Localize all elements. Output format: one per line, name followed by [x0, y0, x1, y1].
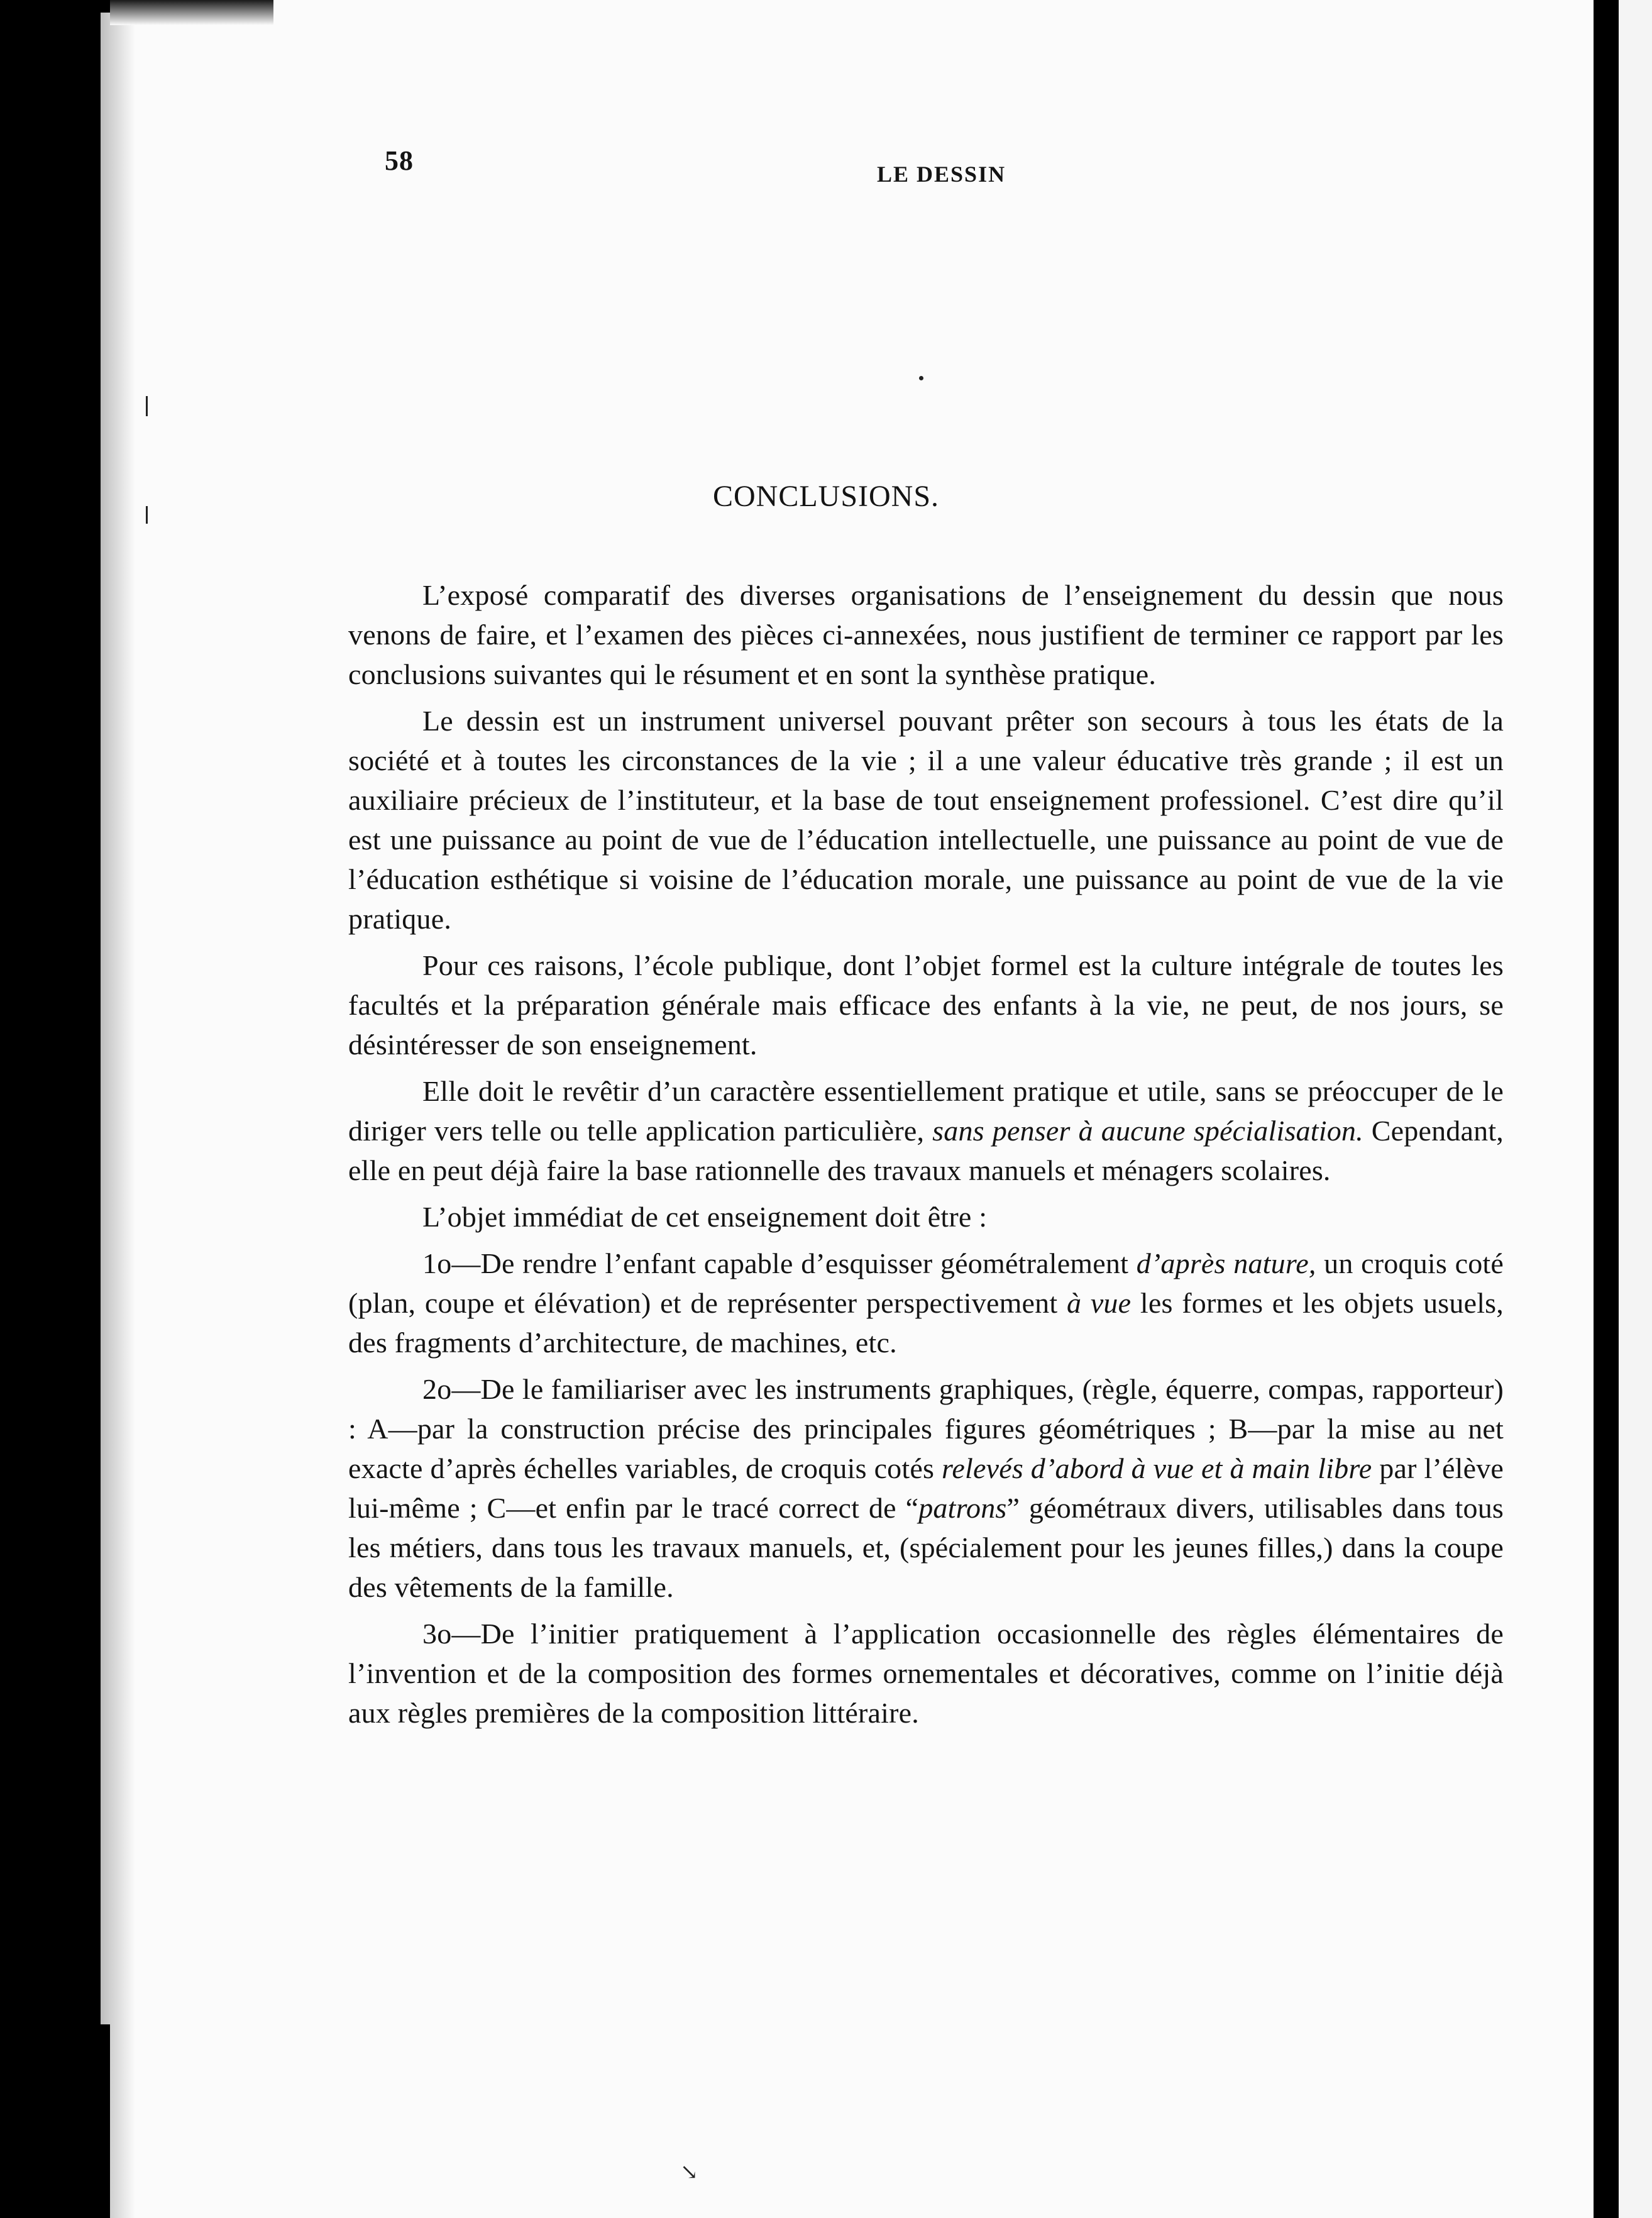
text-run: 2o—De le familiariser avec les instruments graphiques, (règle, équerre, compas, rapporteur) : A—par la construction précise des principales figures géométriques ; B—par la mise au net exacte d’après échelles variables, de croquis cotés [348, 1373, 1504, 1484]
body-text [348, 575, 1504, 1740]
italic-run: relevés d’abord à vue et à main libre [941, 1452, 1372, 1484]
italic-run: sans penser à aucune spécialisation. [932, 1115, 1363, 1147]
text-run: 1o—De rendre l’enfant capable d’esquisser géométralement [422, 1247, 1129, 1279]
italic-run: d’après nature, [1136, 1247, 1316, 1279]
paragraph: L’objet immédiat de cet enseignement doit être : [422, 1201, 988, 1233]
italic-run: patrons [918, 1492, 1007, 1524]
text-run: un croquis coté (plan, coupe et élévation) et de représenter perspectivement [348, 1247, 1504, 1319]
paragraph: Pour ces raisons, l’école publique, dont l’objet formel est la culture intégrale de toutes les facultés et la préparation générale mais efficace des enfants à la vie, ne peut, de nos jours, se désintéresser de son enseignement. [348, 949, 1504, 1061]
scan-background-left [0, 0, 101, 2218]
next-page-edge [1619, 0, 1652, 2218]
ink-dot [919, 376, 923, 380]
margin-mark [146, 396, 148, 416]
paragraph: 3o—De l’initier pratiquement à l’application occasionnelle des règles élémentaires de l’invention et de la composition des formes ornementales et décoratives, comme on l’initie déjà aux règles premières de la composition littéraire. [348, 1618, 1504, 1729]
paragraph [348, 1071, 1504, 1190]
paragraph: Le dessin est un instrument universel pouvant prêter son secours à tous les états de la société et à toutes les circonstances de la vie ; il a une valeur éducative très grande ; il est un auxiliaire précieux de l’instituteur, et la base de tout enseignement professionel. C’est dire qu’il est une puissance au point de vue de l’éducation intellectuelle, une puissance au point de vue de l’éducation esthétique si voisine de l’éducation morale, une puissance au point de vue de la vie pratique. [348, 705, 1504, 935]
text-run: les formes et les objets usuels, des fragments d’architecture, de machines, etc. [348, 1287, 1504, 1359]
page-number: 58 [385, 145, 414, 176]
running-head: LE DESSIN [877, 162, 1006, 187]
text-run: par l’élève lui-même ; C—et enfin par le tracé correct de “ [348, 1452, 1504, 1524]
section-title: CONCLUSIONS. [712, 480, 940, 513]
paragraph [348, 1244, 1504, 1362]
paragraph: L’exposé comparatif des diverses organisations de l’enseignement du dessin que nous venons de faire, et l’examen des pièces ci-annexées, nous justifient de terminer ce rapport par les conclusions suivantes qui le résument et en sont la synthèse pratique. [348, 579, 1504, 690]
text-run: Elle doit le revêtir d’un caractère essentiellement pratique et utile, sans se préoccuper de le diriger vers telle ou telle application particulière, [348, 1075, 1504, 1147]
italic-run: à vue [1066, 1287, 1132, 1319]
top-corner-shadow [110, 0, 273, 25]
page-fold-shadow [110, 0, 135, 2218]
text-run: ” géométraux divers, utilisables dans tous les métiers, dans tous les travaux manuels, et, (spécialement pour les jeunes filles,) dans la coupe des vêtements de la famille. [348, 1492, 1504, 1603]
right-gutter [1594, 0, 1619, 2218]
text-run: Cependant, elle en peut déjà faire la base rationnelle des travaux manuels et ménagers scolaires. [348, 1115, 1504, 1186]
paragraph [348, 1369, 1504, 1607]
bottom-ink-mark: ↘ [680, 2161, 698, 2184]
